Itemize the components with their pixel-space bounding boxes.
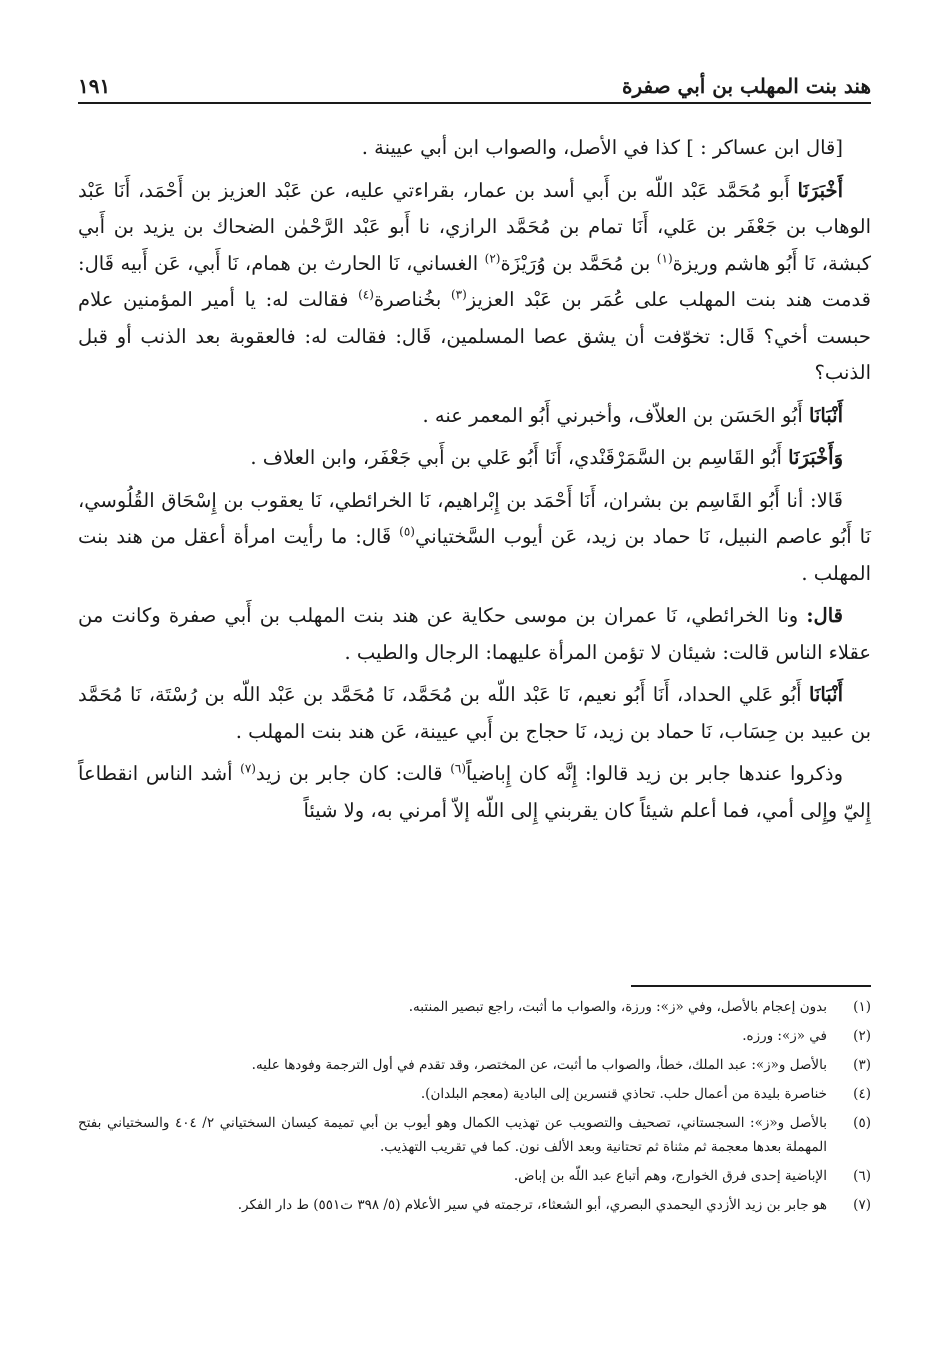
footnote-item xyxy=(78,1053,871,1077)
footnote-reference[interactable]: (١) xyxy=(656,251,673,265)
paragraph-text: قَالا: أنا أَبُو القَاسِم بن بشران، أَنَا أَحْمَد بن إِبْراهيم، نَا الخرائطي، نَا يعقوب بن إِسْحَاق القُلُوسي، نَا أَبُو عاصم النبيل، نَا حماد بن زيد، عَن أيوب السَّختياني xyxy=(78,488,871,548)
footnote-text: بدون إعجام بالأصل، وفي «ز»: ورزة، والصواب ما أثبت، راجع تبصير المنتبه. xyxy=(408,999,827,1015)
paragraph-text: أَبُو عَلي الحداد، أَنَا أَبُو نعيم، نَا عَبْد اللّه بن مُحَمَّد، نَا مُحَمَّد بن عَبْد اللّه بن رُسْتَة، نَا مُحَمَّد بن عبيد بن حِسَاب، نَا حماد بن زيد، نَا حجاج بن أَبي عيينة، عَن هند بنت المهلب . xyxy=(78,683,871,743)
footnote-text: الإباضية إحدى فرق الخوارج، وهم أتباع عبد اللّه بن إباض. xyxy=(513,1168,827,1184)
footnote-reference[interactable]: (٧) xyxy=(240,761,256,776)
paragraph-text: بخُناصرة xyxy=(373,288,451,311)
body-paragraph xyxy=(78,483,871,593)
footnote-text: هو جابر بن زيد الأزدي اليحمدي البصري، أبو الشعثاء، ترجمته في سير الأعلام (٥/ ٣٩٨ ت٥٥١) ط دار الفكر. xyxy=(237,1197,827,1213)
page-header xyxy=(78,58,871,104)
footnote-text: خناصرة بليدة من أعمال حلب. تحاذي قنسرين إلى البادية (معجم البلدان). xyxy=(420,1086,827,1102)
body-paragraph xyxy=(78,598,871,671)
footnote-item xyxy=(78,1164,871,1188)
footnote-reference[interactable]: (٢) xyxy=(484,251,501,265)
footnote-text: بالأصل و«ز»: السجستاني، تصحيف والتصويب عن تهذيب الكمال وهو أيوب بن أبي تميمة كيسان السختياني ٢/ ٤٠٤ والسختياني بفتح المهملة بعدها معجمة ثم مثناة ثم تحتانية وبعد الألف نون. كما في تقريب التهذيب. xyxy=(78,1115,827,1155)
isnad-lead-word: أَخْبَرَنَا xyxy=(797,178,843,202)
paragraph-text: الغساني، نَا الحارث بن همام، نَا أَبي، عَن أَبيه قَال: قدمت هند بنت المهلب على عُمَر بن عَبْد العزيز xyxy=(78,251,871,311)
body-paragraph xyxy=(78,130,871,167)
body-text xyxy=(78,130,871,835)
footnote-number: (٦) xyxy=(853,1168,871,1184)
footnote-reference[interactable]: (٥) xyxy=(399,524,415,539)
paragraph-text: أَبو مُحَمَّد عَبْد اللّه بن أَبي أسد بن عمار، بقراءتي عليه، عن عَبْد العزيز بن أَحْمَد، أَنَا عَبْد الوهاب بن جَعْفَر بن عَلي، أَنَا تمام بن مُحَمَّد الرازي، نا أَبو عَبْد الرَّحْمٰن الضحاك بن يزيد بن أَبي كبشة، نَا أَبُو هاشم وريزة xyxy=(78,178,871,275)
paragraph-text: قالت: كان جابر بن زيد xyxy=(255,762,451,785)
running-title: هند بنت المهلب بن أبي صفرة xyxy=(621,74,871,98)
footnote-reference[interactable]: (٣) xyxy=(450,287,467,302)
footnote-number: (٢) xyxy=(853,1028,871,1044)
isnad-lead-word: أَنْبَانَا xyxy=(808,403,843,427)
isnad-lead-word: وَأَخْبَرَنَا xyxy=(788,446,843,469)
paragraph-text: وذكروا عندها جابر بن زيد قالوا: إِنَّه كان إِباضياً xyxy=(466,762,843,785)
paragraph-text: قَال: ما رأيت امرأة أعقل من هند بنت المهلب . xyxy=(78,525,871,585)
body-paragraph xyxy=(78,756,871,829)
paragraph-text: أَبُو الحَسَن بن العلاّف، وأخبرني أَبُو المعمر عنه . xyxy=(422,403,809,427)
footnote-item xyxy=(78,995,871,1019)
page-number: ١٩١ xyxy=(78,74,111,98)
footnote-reference[interactable]: (٤) xyxy=(358,287,374,302)
body-paragraph xyxy=(78,677,871,750)
isnad-lead-word: قال: xyxy=(806,604,843,627)
footnote-item xyxy=(78,1082,871,1106)
paragraph-text: ونا الخرائطي، نَا عمران بن موسى حكاية عن هند بنت المهلب بن أَبي صفرة وكانت من عقلاء الناس قالت: شيئان لا تؤمن المرأة عليهما: الرجال والطيب . xyxy=(78,604,871,664)
paragraph-text: بن مُحَمَّد بن وُرَيْزَة xyxy=(500,251,657,275)
footnote-number: (٤) xyxy=(853,1086,871,1102)
footnote-number: (٣) xyxy=(853,1057,871,1073)
footnote-item xyxy=(78,1024,871,1048)
body-paragraph xyxy=(78,440,871,477)
paragraph-text: أشد الناس انقطاعاً إِليّ وإِلى أمي، فما أعلم شيئاً كان يقربني إِلى اللّه إلاّ أمرني به، ولا شيئاً xyxy=(78,762,871,822)
footnote-text: بالأصل و«ز»: عبد الملك، خطأ، والصواب ما أثبت، عن المختصر، وقد تقدم في أول الترجمة وفودها عليه. xyxy=(251,1057,827,1073)
body-paragraph xyxy=(78,398,871,435)
footnote-number: (١) xyxy=(853,999,871,1015)
footnote-number: (٥) xyxy=(853,1115,871,1131)
footnote-text: في «ز»: ورزه. xyxy=(742,1028,827,1044)
footnote-reference[interactable]: (٦) xyxy=(450,761,467,776)
paragraph-text: فقالت له: يا أمير المؤمنين علام حبست أخي؟ قَال: تخوّفت أن يشق عصا المسلمين، قَال: فقالت له: فالعقوبة بعد الذنب أو قبل الذنب؟ xyxy=(78,288,871,384)
footnotes xyxy=(78,995,871,1222)
body-paragraph xyxy=(78,173,871,392)
paragraph-text: [قال ابن عساكر : ] كذا في الأصل، والصواب ابن أبي عيينة . xyxy=(361,136,843,159)
isnad-lead-word: أَنْبَانَا xyxy=(808,683,843,706)
paragraph-text: أَبُو القَاسِم بن السَّمَرْقَنْدي، أَنَا أَبُو عَلي بن أَبي جَعْفَر، وابن العلاف . xyxy=(250,446,789,469)
footnote-number: (٧) xyxy=(853,1197,871,1213)
footnote-separator xyxy=(631,985,871,987)
footnote-item xyxy=(78,1193,871,1217)
footnote-item xyxy=(78,1111,871,1159)
